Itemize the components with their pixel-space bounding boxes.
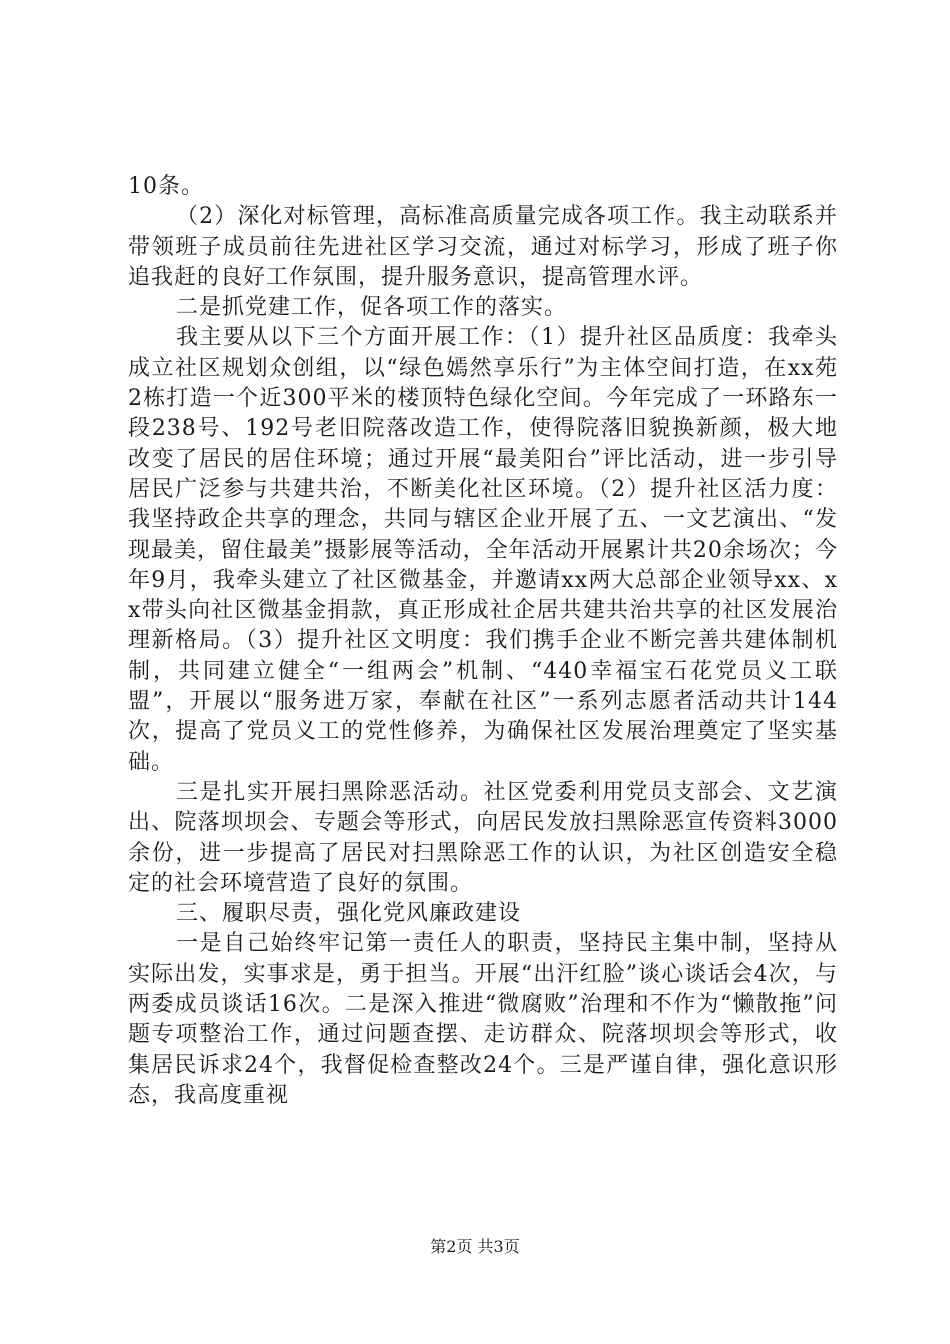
paragraph-benchmark-management: （2）深化对标管理，高标准高质量完成各项工作。我主动联系并带领班子成员前往先进社区学习交流，通过对标学习，形成了班子你追我赶的良好工作氛围，提升服务意识，提高管理水评。 [128,204,838,290]
paragraph-anti-crime: 三是扎实开展扫黑除恶活动。社区党委利用党员支部会、文艺演出、院落坝坝会、专题会等形式，向居民发放扫黑除恶宣传资料3000余份，进一步提高了居民对扫黑除恶工作的认识，为社区创造安全稳定的社会环境营造了良好的氛围。 [128,779,838,896]
section-heading-integrity: 三、履职尽责，强化党风廉政建设 [176,901,522,927]
paragraph-party-building-heading: 二是抓党建工作，促各项工作的落实。 [176,295,568,321]
paragraph-responsibilities: 一是自己始终牢记第一责任人的职责，坚持民主集中制，坚持从实际出发，实事求是，勇于担当。开展“出汗红脸”谈心谈话会4次，与两委成员谈话16次。二是深入推进“微腐败”治理和不作为“懒散拖”问题专项整治工作，通过问题查摆、走访群众、院落坝坝会等形式，收集居民诉求24个，我督促检查整改24个。三是严谨自律，强化意识形态，我高度重视 [128,931,838,1108]
paragraph-continuation: 10条。 [128,174,204,199]
document-body [128,172,838,1111]
page-number-footer: 第2页 共3页 [430,1237,520,1256]
paragraph-three-aspects: 我主要从以下三个方面开展工作：（1）提升社区品质度：我牵头成立社区规划众创组，以“绿色嫣然享乐行”为主体空间打造，在xx苑2栋打造一个近300平米的楼顶特色绿化空间。今年完成了一环路东一段238号、192号老旧院落改造工作，使得院落旧貌换新颜，极大地改变了居民的居住环境；通过开展“最美阳台”评比活动，进一步引导居民广泛参与共建共治，不断美化社区环境。（2）提升社区活力度：我坚持政企共享的理念，共同与辖区企业开展了五、一文艺演出、“发现最美，留住最美”摄影展等活动，全年活动开展累计共20余场次；今年9月，我牵头建立了社区微基金，并邀请xx两大总部企业领导xx、xx带头向社区微基金捐款，真正形成社企居共建共治共享的社区发展治理新格局。（3）提升社区文明度：我们携手企业不断完善共建体制机制，共同建立健全“一组两会”机制、“440幸福宝石花党员义工联盟”，开展以“服务进万家，奉献在社区”一系列志愿者活动共计144次，提高了党员义工的党性修养，为确保社区发展治理奠定了坚实基础。 [128,325,838,775]
